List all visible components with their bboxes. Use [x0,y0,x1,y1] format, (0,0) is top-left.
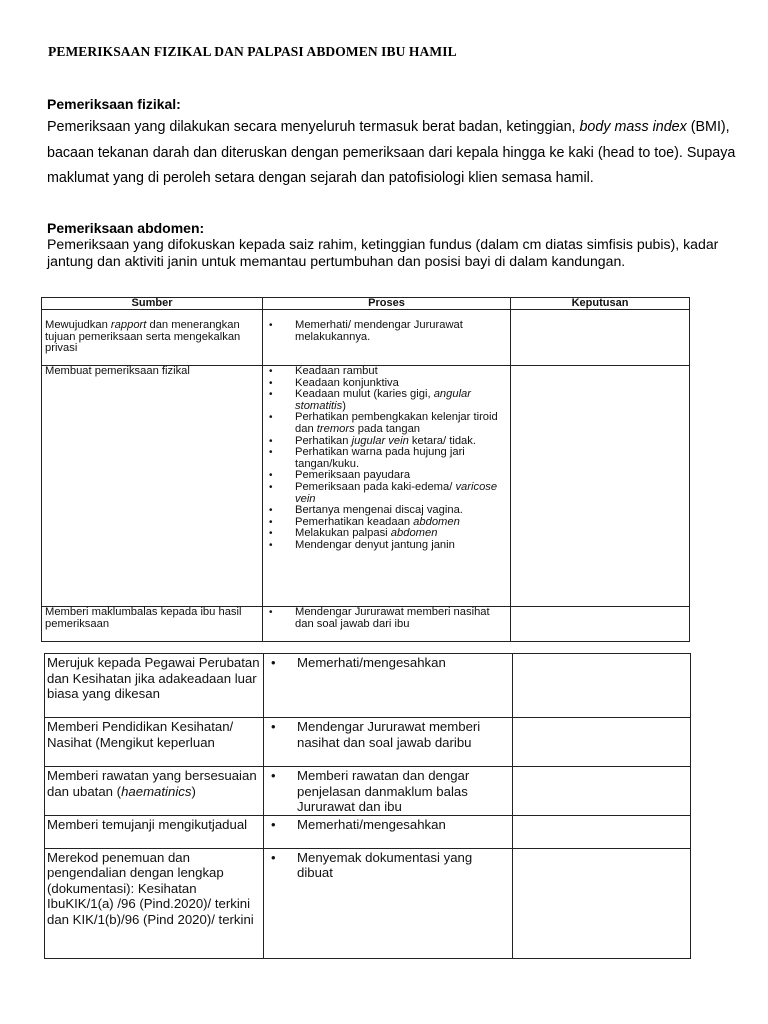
list-item: • Memerhati/ mendengar Jururawat melakukannya. [266,320,507,343]
cell-proses [264,654,513,718]
list-item: • Pemeriksaan payudara [266,470,507,482]
text-run-italic: rapport [110,319,147,331]
text-run: Mewujudkan [45,319,111,331]
list-item: • Bertanya mengenai discaj vagina. [266,505,507,517]
table-header-row [42,298,690,310]
table-row [45,848,691,958]
cell-sumber [42,310,263,366]
text-run: Pemeriksaan yang dilakukan secara menyeluruh termasuk berat badan, ketinggian, [47,119,580,135]
list-item: • Mendengar Jururawat memberi nasihat dan soal jawab dari ibu [266,607,507,630]
list-item: • Memerhati/mengesahkan [266,655,510,671]
text-run-italic: tremors [316,422,355,435]
cell-sumber: Membuat pemeriksaan fizikal [42,366,263,607]
list-item: • Perhatikan warna pada hujung jari tangan/kuku. [266,447,507,470]
paragraph-fizikal [47,115,737,192]
cell-sumber [45,767,264,816]
cell-proses [263,607,511,642]
table-row [45,654,691,718]
table-row [42,310,690,366]
list-item: • Mendengar Jururawat memberi nasihat dan soal jawab daribu [266,719,510,750]
cell-proses [264,848,513,958]
paragraph-abdomen: Pemeriksaan yang difokuskan kepada saiz rahim, ketinggian fundus (dalam cm diatas simfisis pubis), kadar jantung dan aktiviti janin untuk memantau pertumbuhan dan posisi bayi di dalam kandungan. [47,236,719,269]
header-keputusan: Keputusan [511,298,690,310]
text-run-italic: abdomen [413,515,460,528]
table-row [42,607,690,642]
cell-sumber: Merujuk kepada Pegawai Perubatan dan Kesihatan jika adakeadaan luar biasa yang dikesan [45,654,264,718]
procedure-table-2 [44,653,691,959]
list-item [266,412,507,435]
section-heading-abdomen: Pemeriksaan abdomen: [47,220,205,236]
list-item: • Keadaan konjunktiva [266,378,507,390]
cell-keputusan [511,366,690,607]
cell-proses [264,815,513,848]
text-run-italic: body mass index [579,119,687,135]
cell-keputusan [513,767,691,816]
header-sumber: Sumber [42,298,263,310]
list-item: • Keadaan rambut [266,366,507,378]
text-run: ) [191,783,196,799]
text-run: Perhatikan pembengkakan kelenjar tiroid dan [295,411,498,435]
cell-keputusan [511,607,690,642]
cell-sumber: Memberi temujanji mengikutjadual [45,815,264,848]
cell-sumber: Memberi Pendidikan Kesihatan/ Nasihat (Mengikut keperluan [45,718,264,767]
cell-keputusan [511,310,690,366]
text-run-italic: varicose vein [295,480,498,505]
cell-proses [263,310,511,366]
cell-proses [264,767,513,816]
list-item: • Memberi rawatan dan dengar penjelasan danmaklum balas Jururawat dan ibu [266,768,510,815]
cell-keputusan [513,815,691,848]
list-item: • Memerhati/mengesahkan [266,817,510,833]
table-row [45,718,691,767]
procedure-table-1 [41,297,690,642]
text-run: Keadaan mulut (karies gigi, [295,388,434,401]
cell-proses [263,366,511,607]
document-title: PEMERIKSAAN FIZIKAL DAN PALPASI ABDOMEN IBU HAMIL [48,44,457,59]
text-run: Pemeriksaan pada kaki-edema/ [295,480,456,493]
cell-keputusan [513,848,691,958]
text-run-italic: abdomen [390,527,438,540]
table-row [45,815,691,848]
text-run: (BMI), bacaan tekanan darah dan diteruskan dengan pemeriksaan dari kepala hingga ke kaki (head to toe). Supaya maklumat yang di peroleh setara dengan sejarah dan patofisiologi klien semasa hamil. [47,119,736,187]
section-heading-fizikal: Pemeriksaan fizikal: [47,96,181,112]
table-row [42,366,690,607]
list-item [266,389,507,412]
cell-keputusan [513,718,691,767]
text-run: Perhatikan [295,434,352,447]
text-run: Pemerhatikan keadaan [295,515,414,528]
table-row [45,767,691,816]
list-item: • Menyemak dokumentasi yang dibuat [266,850,510,881]
cell-sumber: Merekod penemuan dan pengendalian dengan lengkap (dokumentasi): Kesihatan IbuKIK/1(a) /96 (Pind.2020)/ terkini dan KIK/1(b)/96 (Pind 2020)/ terkini [45,848,264,958]
cell-keputusan [513,654,691,718]
text-run: ketara/ tidak. [408,434,476,447]
text-run-italic: angular stomatitis [295,388,472,412]
text-run: dan menerangkan tujuan pemeriksaan serta mengekalkan privasi [45,319,241,355]
text-run: pada tangan [354,422,421,435]
text-run-italic: jugular vein [351,434,409,447]
cell-proses [264,718,513,767]
header-proses: Proses [263,298,511,310]
list-item [266,482,507,505]
text-run: Melakukan palpasi [295,527,391,540]
text-run: ) [342,399,346,412]
cell-sumber: Memberi maklumbalas kepada ibu hasil pemeriksaan [42,607,263,642]
list-item: • Mendengar denyut jantung janin [266,540,507,552]
text-run-italic: haematinics [121,783,192,799]
text-run: Memberi rawatan yang bersesuaian dan ubatan ( [47,768,257,799]
